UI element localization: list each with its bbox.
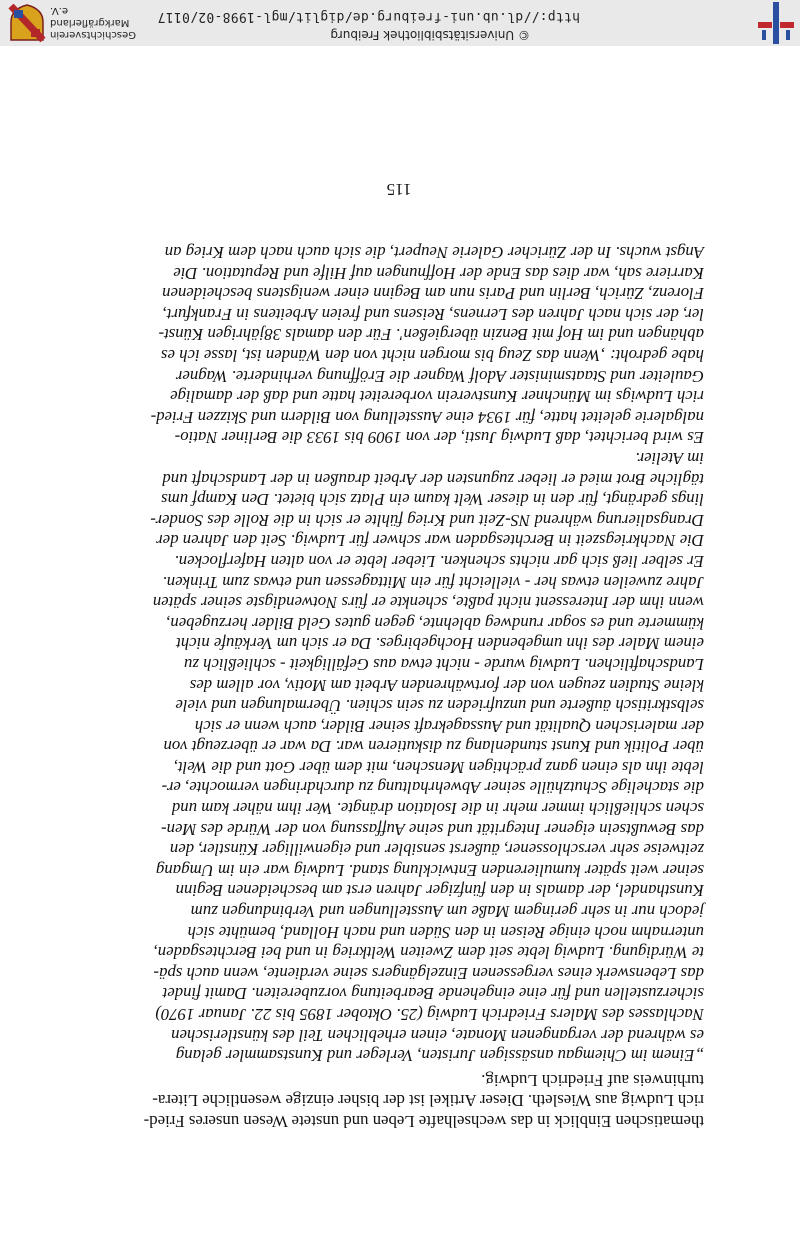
text-line: sicherzustellen und für eine eingehende Bearbeitung vorzubereiten. Damit findet [162,984,704,1004]
text-line: Landschaftlichen. Ludwig wurde - nicht etwa aus Gefälligkeit - schließlich zu [183,654,704,674]
text-line: tägliche Brot mied er lieber zugunsten der Arbeit draußen in der Landschaft und [162,469,704,489]
text-line: Nachlasses des Malers Friedrich Ludwig (25. Oktober 1895 bis 22. Januar 1970) [155,1005,704,1025]
text-line: habe gedroht: ‚Wenn das Zeug bis morgen nicht von den Wänden ist, lasse ich es [161,346,704,366]
text-line: wenn ihm der Interessent nicht paßte, schenkte er fürs Notwendigste seiner späten [152,593,704,613]
text-line: Florenz, Zürich, Berlin und Paris nun am Beginn einer wenigstens bescheidenen [162,284,704,304]
text-line: ler, der sich nach Jahren des Lernens, Reisens und freien Arbeitens in Frankfurt, [162,304,704,324]
quote-paragraph-2 [94,241,704,447]
text-line: lebte ihn als einen ganz prächtigen Menschen, mit dem über Gott und die Welt, [173,757,704,777]
quote-paragraph [94,447,704,1065]
text-line: turhinweis auf Friedrich Ludwig. [481,1070,704,1090]
text-line: Jahre zuweilen etwas her - vielleicht für ein Mittagessen und etwas zum Trinken. [162,572,704,592]
text-line: unternahm noch einige Reisen in den Süden und nach Holland, bemühte sich [187,922,704,942]
text-line: Gauleiter und Staatsminister Adolf Wagner die Eröffnung verhinderte. Wagner [175,366,704,386]
society-line-1: Geschichtsverein [50,29,136,40]
text-line: zeitweise sehr verschlossener, äußerst sensibler und eigenwilliger Künstler, den [169,840,704,860]
text-line: Kunsthandel, der damals in den fünfziger Jahren erst am bescheidenen Beginn [175,881,704,901]
text-line: über Politik und Kunst stundenlang zu diskutieren war. Da war er überzeugt von [163,737,704,757]
society-crest-icon [8,4,46,42]
text-line: schen schließlich immer mehr in die Isolation drängte. Wer ihm näher kam und [171,799,704,819]
text-line: das Bewußtsein eigener Integrität und seine Auffassung von der Würde des Men- [161,819,704,839]
text-line: „Einem im Chiemgau ansässigen Juristen, Verleger und Kunstsammler gelang [175,1046,704,1066]
text-line: te Würdigung. Ludwig lebte seit dem Zweiten Weltkrieg in und bei Berchtesgaden, [153,943,704,963]
text-line: Angst wuchs. In der Züricher Galerie Neupert, die sich auch nach dem Krieg an [164,243,704,263]
text-line: kümmerte und es sogar rundweg ablehnte, gegen gutes Geld Bilder herzugeben, [166,613,704,633]
text-line: der malerischen Qualität und Aussagekraft seiner Bilder, auch wenn er sich [194,716,704,736]
library-logo-icon [758,2,794,44]
text-line: seiner weit später kumulierenden Entwicklung stand. Ludwig war ein im Umgang [156,860,704,880]
text-line: thematischen Einblick in das wechselhafte Leben und unstete Wesen unseres Fried- [143,1112,704,1131]
text-line: Die Nachkriegszeit in Berchtesgaden war schwer für Ludwig. Seit den Jahren der [156,531,704,551]
society-name [50,4,150,40]
intro-paragraph [94,1069,704,1131]
text-line: selbstkritisch äußerte und unzufrieden zu sein schien. Übermalungen und viele [175,696,704,716]
text-line: jedoch nur in sehr geringem Maße um Ausstellungen und Verbindungen zum [190,902,704,922]
text-line: rich Ludwig aus Wiesleth. Dieser Artikel ist der bisher einzige wesentliche Litera- [152,1091,704,1111]
text-line: Karriere sah, war dies das Ende der Hoffnungen auf Hilfe und Reputation. Die [173,263,704,283]
text-line: lings gedrängt, für den in dieser Welt kaum ein Platz sich bietet. Den Kampf ums [161,490,704,510]
text-line: kleine Studien zeugen von der fortwährenden Arbeit am Motiv, vor allem des [189,675,704,695]
society-line-2: Markgräflerland e.V. [50,5,130,28]
text-line: die stachelige Schutzhülle seiner Abwehrhaltung zu durchdringen vermochte, er- [161,778,704,798]
text-line: Er selber ließ sich gar nichts schenken. Lieber lebte er von alten Haferflocken. [174,551,704,571]
text-line: rich Ludwigs im Münchner Kunstverein vorbereitet hatte und daß der damalige [170,387,704,407]
page-number: 115 [386,180,412,199]
text-line: im Atelier. [635,449,704,468]
article-text [94,241,704,1131]
source-url-link[interactable]: http://dl.ub.uni-freiburg.de/diglit/mgl-1998-02/0117 [157,9,580,24]
library-footer [0,0,800,46]
text-line: das Lebenswerk eines vergessenen Einzelgängers seine verdiente, wenn auch spä- [153,963,704,983]
text-line: es während der vergangenen Monate, einen erheblichen Teil des künstlerischen [171,1025,704,1045]
copyright-text: © Universitätsbibliothek Freiburg [330,28,530,42]
text-line: abhängen und im Hof mit Benzin übergießen'. Für den damals 38jährigen Künst- [158,325,704,345]
text-line: Drangsalierung während NS-Zeit und Krieg fühlte er sich in die Rolle des Sonder- [150,510,704,530]
text-line: Es wird berichtet, daß Ludwig Justi, der von 1909 bis 1933 die Berliner Natio- [174,428,704,448]
text-line: einem Maler des ihn umgebenden Hochgebirges. Da er sich um Verkäufe nicht [176,634,704,654]
text-line: nalgalerie geleitet hatte, für 1934 eine Ausstellung von Bildern und Skizzen Fried- [150,407,704,427]
